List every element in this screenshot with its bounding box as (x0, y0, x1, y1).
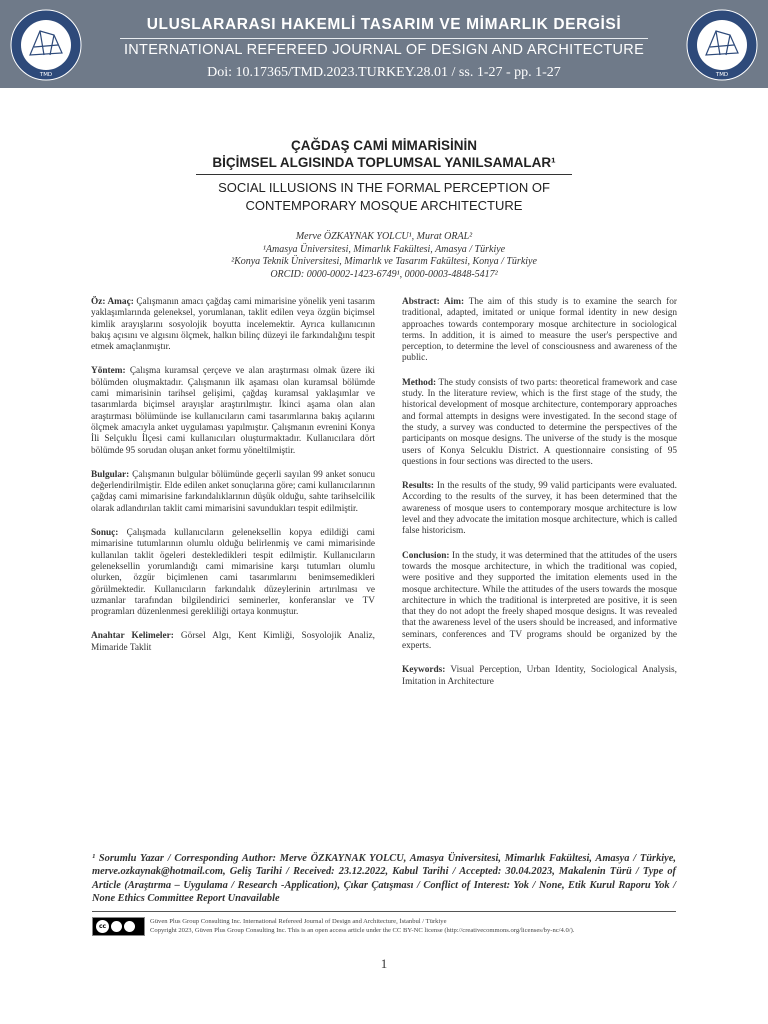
abstract-en-conclusion (402, 551, 677, 653)
orcid-line: ORCID: 0000-0002-1423-6749¹, 0000-0003-4848-5417² (270, 268, 498, 280)
section-label: Öz: Amaç: (91, 297, 134, 307)
header-divider (120, 38, 648, 39)
cc-icon: cc (96, 920, 109, 933)
author-names: Merve ÖZKAYNAK YOLCU¹, Murat ORAL² (295, 231, 473, 242)
section-text: Visual Perception, Urban Identity, Sociological Analysis, Imitation in Architecture (402, 665, 677, 687)
cc-license-badge-icon (92, 917, 145, 936)
by-icon (111, 921, 122, 932)
section-label: Keywords: (402, 665, 446, 676)
abstract-en (402, 297, 677, 701)
section-text: Çalışmada kullanıcıların geleneksellin kopya edildiği cami mimarisine tutumlarının olumlu olduğu belirlenmiş ve cami mimarisinde kullanılan taklit ögeleri destekledikleri tespit edilmiştir. Kullanıcıların geleneksellin yorumlandığı cami mimarisine karşı tutumları olumlu olurken, özgür biçimlenen cami tasarımlarını benimsemedikleri görülmektedir. Kullanıcıların farkındalık düzeylerinin artırılması ve uzmanlar tarafından bilgilendirici seminerler, konferanslar ve TV programları düzenlenmesi gerekliliği ortaya konmuştur. (91, 528, 375, 618)
section-text: In the results of the study, 99 valid participants were evaluated. According to the results of the survey, it has been determined that the awareness of mosque users to contemporary mosque architecture is low level and they advocate the imitation mosque architecture, which is called false historicism. (402, 481, 677, 537)
nc-icon (124, 921, 135, 932)
title-divider (196, 174, 572, 175)
section-label: Bulgular: (91, 469, 130, 480)
copyright-line-2: Copyright 2023, Güven Plus Group Consulting Inc. This is an open access article under the CC BY-NC license (http://creativecommons.org/licenses/by-nc/4.0/). (150, 927, 575, 934)
affiliation-1: ¹Amasya Üniversitesi, Mimarlık Fakültesi, Amasya / Türkiye (262, 243, 506, 255)
article-title-en (120, 179, 648, 215)
abstract-en-results (402, 481, 677, 537)
journal-header (0, 0, 768, 88)
abstract-tr-yontem (91, 366, 375, 456)
page-number: 1 (380, 956, 388, 971)
title-tr-line1: ÇAĞDAŞ CAMİ MİMARİSİNİN (291, 138, 477, 153)
journal-logo-icon (10, 9, 82, 81)
journal-title-tr: ULUSLARARASI HAKEMLİ TASARIM VE MİMARLIK DERGİSİ (146, 16, 622, 33)
abstract-tr-bulgular (91, 470, 375, 515)
section-text: The study consists of two parts: theoretical framework and case study. In the literature review, which is the first stage of the study, the historical development of mosque architecture, contemporary approaches and formal attempts in designs were investigated. In the second stage of the study, a survey was conducted to determine the perspectives of the participants on mosque designs. The universe of the study is the mosque users of Konya Selcuklu District. A questionnaire consisting of 95 questions in four sections was directed to the users. (402, 377, 677, 467)
copyright-notice (150, 917, 680, 935)
title-tr-line2: BİÇİMSEL ALGISINDA TOPLUMSAL YANILSAMALAR¹ (212, 155, 556, 170)
copyright-line-1: Güven Plus Group Consulting Inc. International Refereed Journal of Design and Architecture, İstanbul / Türkiye (150, 918, 447, 925)
abstract-en-aim (402, 297, 677, 365)
section-label: Anahtar Kelimeler: (91, 631, 174, 642)
journal-title-en: INTERNATIONAL REFEREED JOURNAL OF DESIGN AND ARCHITECTURE (123, 42, 645, 58)
journal-logo-icon (686, 9, 758, 81)
section-text: Görsel Algı, Kent Kimliği, Sosyolojik Analiz, Mimaride Taklit (91, 631, 375, 653)
abstract-en-keywords (402, 665, 677, 688)
logo-tag: TMD (39, 72, 53, 78)
section-label: Yöntem: (91, 366, 126, 377)
abstract-en-method (402, 378, 677, 468)
abstract-tr (91, 297, 375, 667)
abstract-tr-amac (91, 297, 375, 353)
abstract-tr-keywords (91, 631, 375, 654)
section-label: Method: (402, 377, 437, 388)
section-label: Conclusion: (402, 550, 450, 561)
article-title-tr (120, 137, 648, 171)
section-label: Results: (402, 481, 435, 492)
title-en-line1: SOCIAL ILLUSIONS IN THE FORMAL PERCEPTION OF (218, 180, 550, 195)
section-label: Abstract: Aim: (402, 297, 465, 307)
section-label: Sonuç: (91, 528, 119, 539)
logo-tag: TMD (715, 72, 729, 78)
corresponding-author-footnote: ¹ Sorumlu Yazar / Corresponding Author: Merve ÖZKAYNAK YOLCU, Amasya Üniversitesi, Mimarlık Fakültesi, Amasya / Türkiye, merve.ozkaynak@hotmail.com, Geliş Tarihi / Received: 23.12.2022, Kabul Tarihi / Accepted: 30.04.2023, Makalenin Türü / Type of Article (Araştırma – Uygulama / Research -Application), Çıkar Çatışması / Conflict of Interest: Yok / None, Etik Kurul Raporu Yok / None Ethics Committee Report Unavailable (92, 853, 676, 905)
section-text: The aim of this study is to examine the search for traditional, adapted, imitated or unique formal identity in new design approaches towards contemporary mosque architecture in sociological terms. In addition, it is aimed to measure the user's perspective and perception, to determine the level of consciousness and awareness of the public. (402, 297, 677, 364)
title-en-line2: CONTEMPORARY MOSQUE ARCHITECTURE (245, 198, 523, 213)
affiliation-2: ²Konya Teknik Üniversitesi, Mimarlık ve Tasarım Fakültesi, Konya / Türkiye (231, 256, 537, 268)
section-text: Çalışmanın bulgular bölümünde geçerli sayılan 99 anket sonucu değerlendirilmiştir. Elde edilen anket sonuçlarına göre; cami kullanıcılarının çağdaş cami mimarisine farkındalıklarının düşük olduğu, sahte tarihselcilik olarak adlandırılan taklit cami mimarisini savundukları tespit edilmiştir. (91, 469, 375, 514)
author-block (120, 231, 648, 281)
section-text: Çalışma kuramsal çerçeve ve alan araştırması olmak üzere iki bölümden oluşmaktadır. Çalışmanın ilk aşaması olan kuramsal bölümde cami mimarisinin tarihsel gelişimi, çağdaş kuramsal yaklaşımlar ve tasarımlarda biçimsel arayışlar araştırılmıştır. İkinci aşama olan alan araştırması bölümünde ise kullanıcıların cami tasarımlarına bakış açılarını ölçmek amacıyla anket uygulaması yapılmıştır. Çalışmanın evrenini Konya İli Selçuklu İlçesi cami kullanıcıları oluşturmaktadır. Kullanıcılara dört bölümde 95 sorudan oluşan anket formu yöneltilmiştir. (91, 366, 375, 456)
footnote-divider (92, 911, 676, 912)
abstract-tr-sonuc (91, 528, 375, 618)
doi-line: Doi: 10.17365/TMD.2023.TURKEY.28.01 / ss. 1-27 - pp. 1-27 (207, 65, 561, 80)
section-text: Çalışmanın amacı çağdaş cami mimarisine yönelik yeni tasarım yaklaşımlarında geleneksel, yorumlanan, taklit edilen veya özgün biçimsel kimlik arayışlarını sosyolojik boyutta incelemektir. Ayrıca kullanıcının bakış açısını ve algısını ölçmek, halkın bilinç düzeyi ile farkındalığını tespit etmek amaçlanmıştır. (91, 297, 375, 353)
section-text: In the study, it was determined that the attitudes of the users towards the mosque architecture, in which the traditional was copied, were positive and they supported the imitation elements used in the mosque architecture. While the attitudes of the users towards the mosque architecture in which the traditional is interpreted are positive, it is seen that they do not adopt the freely shaped mosque designs. It was revealed that the awareness level of the users should be increased, and informative seminars, conferences and TV programs should be organized by the experts. (402, 550, 677, 652)
